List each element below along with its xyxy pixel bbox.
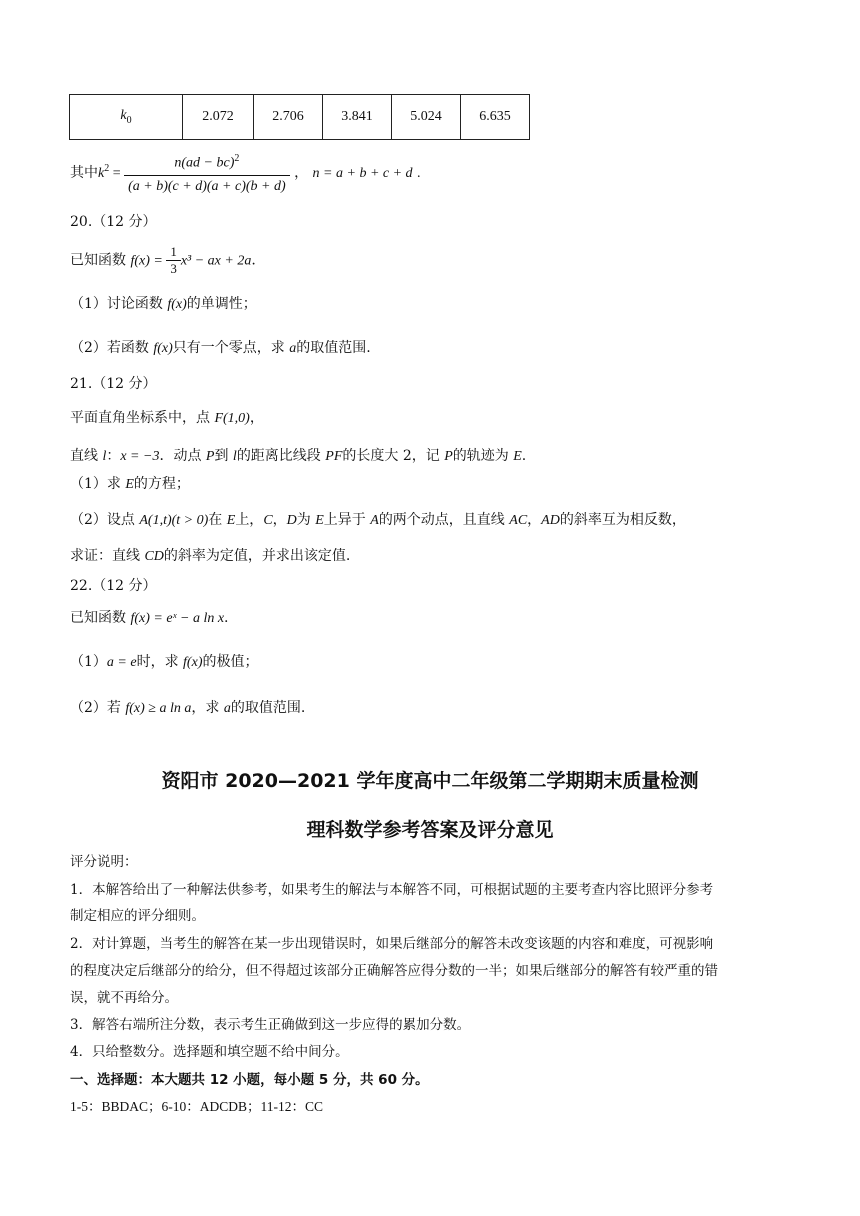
question-22-header: 22.（12 分） — [70, 578, 157, 594]
table-row — [70, 95, 530, 140]
question-21-header: 21.（12 分） — [70, 376, 157, 392]
k-subscript: 0 — [126, 114, 132, 126]
note-1-line-2: 制定相应的评分细则。 — [70, 908, 205, 924]
question-20-stem: 已知函数 f(x) = $\frac{1}{3}$ x³ − ax + 2a. — [70, 244, 256, 276]
table-cell: 3.841 — [323, 95, 392, 140]
answer-key-title: 资阳市 2020—2021 学年度高中二年级第二学期期末质量检测 — [161, 770, 699, 792]
formula-exponent: 2 — [104, 163, 110, 175]
table-cell: 2.706 — [254, 95, 323, 140]
note-2-line-2: 的程度决定后继部分的给分，但不得超过该部分正确解答应得分数的一半；如果后继部分的解答有较严重的错 — [70, 963, 718, 979]
note-2-line-3: 误，就不再给分。 — [70, 990, 178, 1006]
question-21-part-1: （1）求 E的方程； — [70, 476, 190, 492]
question-21-stem-line-1: 平面直角坐标系中，点 F(1,0)， — [70, 410, 264, 426]
note-2-line-1: 2．对计算题，当考生的解答在某一步出现错误时，如果后继部分的解答未改变该题的内容和难度，可视影响 — [70, 936, 714, 952]
critical-value-table — [69, 94, 530, 140]
formula-k: k — [98, 165, 105, 181]
table-cell: 6.635 — [461, 95, 530, 140]
note-3: 3．解答右端所注分数，表示考生正确做到这一步应得的累加分数。 — [70, 1017, 471, 1033]
notes-header: 评分说明： — [70, 854, 138, 870]
table-header-cell — [70, 95, 183, 140]
formula-n-definition: n = a + b + c + d — [312, 165, 413, 181]
note-1-line-1: 1．本解答给出了一种解法供参考，如果考生的解法与本解答不同，可根据试题的主要考查内容比照评分参考 — [70, 882, 714, 898]
question-21-stem-line-2: 直线 l：x = −3．动点 P到 l的距离比线段 PF的长度大 2，记 P的轨迹为 E. — [70, 448, 527, 464]
question-22-stem: 已知函数 f(x) = eˣ − a ln x. — [70, 610, 229, 626]
formula-equals: = — [109, 165, 125, 181]
k-symbol: k — [120, 108, 127, 124]
question-21-part-2: （2）设点 A(1,t)(t > 0)在 E上，C，D为 E上异于 A的两个动点，且直线 AC，AD的斜率互为相反数， — [70, 512, 686, 528]
formula-numerator: n(ad − bc)$^2$ — [174, 153, 240, 171]
question-20-header: 20.（12 分） — [70, 214, 157, 230]
formula-separator: ， — [294, 164, 309, 181]
note-4: 4．只给整数分。选择题和填空题不给中间分。 — [70, 1044, 349, 1060]
question-21-part-2-line-2: 求证：直线 CD的斜率为定值，并求出该定值. — [70, 548, 351, 564]
k-squared-formula: 其中$k^2$ = $\frac{n(ad - bc)^2}{(a + b)(c + d)(a + c)(b + d)}$ ， n = a + b + c + d . — [70, 148, 421, 198]
formula-denominator: (a + b)(c + d)(a + c)(b + d) — [124, 175, 290, 198]
question-20-part-1: （1）讨论函数 f(x)的单调性； — [70, 296, 257, 312]
table-cell: 2.072 — [183, 95, 254, 140]
section-1-answers: 1-5：BBDAC；6-10：ADCDB；11-12：CC — [70, 1099, 324, 1114]
question-20-part-2: （2）若函数 f(x)只有一个零点，求 a的取值范围. — [70, 340, 371, 356]
section-1-header: 一、选择题：本大题共 12 小题，每小题 5 分，共 60 分。 — [70, 1072, 429, 1088]
question-22-part-2: （2）若 f(x) ≥ a ln a，求 a的取值范围. — [70, 700, 306, 716]
formula-fraction — [124, 148, 290, 198]
question-22-part-1: （1）a = e时，求 f(x)的极值； — [70, 654, 259, 670]
formula-prefix: 其中 — [70, 164, 98, 181]
table-cell: 5.024 — [392, 95, 461, 140]
fraction-one-third: $\frac{1}{3}$ — [166, 244, 181, 277]
answer-key-subtitle: 理科数学参考答案及评分意见 — [306, 819, 554, 841]
